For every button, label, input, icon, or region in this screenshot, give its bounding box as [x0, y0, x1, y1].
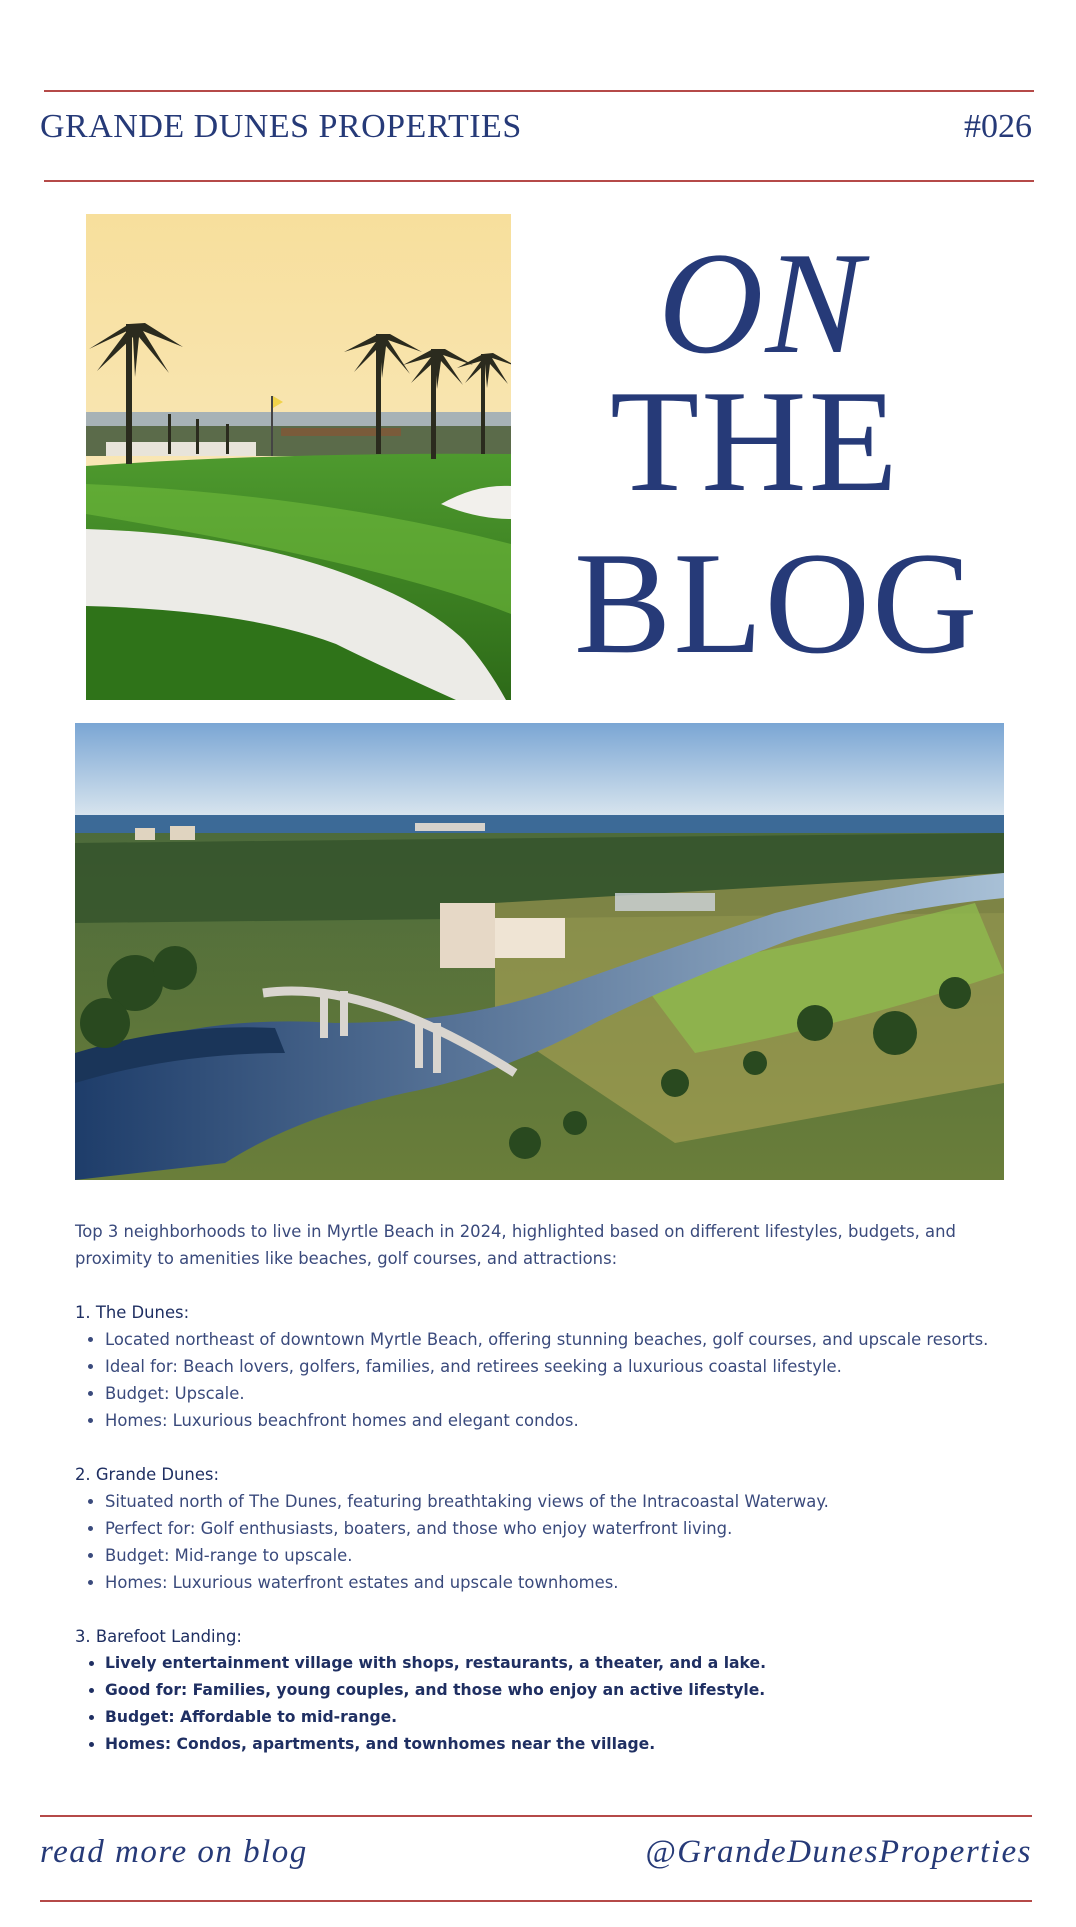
section-heading-barefoot-landing: 3. Barefoot Landing:	[75, 1627, 242, 1646]
article-body	[75, 1218, 1004, 1785]
brand-name: GRANDE DUNES PROPERTIES	[40, 108, 522, 145]
social-handle[interactable]: @GrandeDunesProperties	[645, 1834, 1032, 1870]
list-item: • Budget: Mid-range to upscale.	[105, 1542, 1004, 1569]
list-item: • Located northeast of downtown Myrtle Beach, offering stunning beaches, golf courses, and upscale resorts.	[105, 1326, 1004, 1353]
list-item: • Perfect for: Golf enthusiasts, boaters, and those who enjoy waterfront living.	[105, 1515, 1004, 1542]
section-list-grande-dunes	[75, 1488, 1004, 1596]
header-bottom-rule	[44, 180, 1034, 182]
golf-course-photo	[86, 214, 511, 700]
aerial-waterway-photo	[75, 723, 1004, 1180]
title-blog: BLOG	[574, 522, 980, 684]
list-item: • Budget: Affordable to mid-range.	[105, 1704, 1004, 1731]
read-more-link[interactable]: read more on blog	[40, 1834, 308, 1870]
list-item: • Budget: Upscale.	[105, 1380, 1004, 1407]
title-on: ON	[658, 222, 865, 384]
list-item: • Good for: Families, young couples, and those who enjoy an active lifestyle.	[105, 1677, 1004, 1704]
section-list-barefoot-landing	[75, 1650, 1004, 1758]
list-item: • Lively entertainment village with shops, restaurants, a theater, and a lake.	[105, 1650, 1004, 1677]
title-the: THE	[610, 360, 900, 522]
list-item: • Homes: Luxurious beachfront homes and elegant condos.	[105, 1407, 1004, 1434]
list-item: • Situated north of The Dunes, featuring breathtaking views of the Intracoastal Waterway.	[105, 1488, 1004, 1515]
issue-number: #026	[964, 108, 1032, 145]
section-heading-grande-dunes: 2. Grande Dunes:	[75, 1465, 219, 1484]
article-intro: Top 3 neighborhoods to live in Myrtle Beach in 2024, highlighted based on different lifestyles, budgets, and proximity to amenities like beaches, golf courses, and attractions:	[75, 1222, 956, 1268]
footer-bottom-rule	[40, 1900, 1032, 1902]
top-rule	[44, 90, 1034, 92]
section-heading-the-dunes: 1. The Dunes:	[75, 1303, 190, 1322]
section-list-the-dunes	[75, 1326, 1004, 1434]
list-item: • Ideal for: Beach lovers, golfers, families, and retirees seeking a luxurious coastal lifestyle.	[105, 1353, 1004, 1380]
list-item: • Homes: Luxurious waterfront estates and upscale townhomes.	[105, 1569, 1004, 1596]
footer-top-rule	[40, 1815, 1032, 1817]
list-item: • Homes: Condos, apartments, and townhomes near the village.	[105, 1731, 1004, 1758]
